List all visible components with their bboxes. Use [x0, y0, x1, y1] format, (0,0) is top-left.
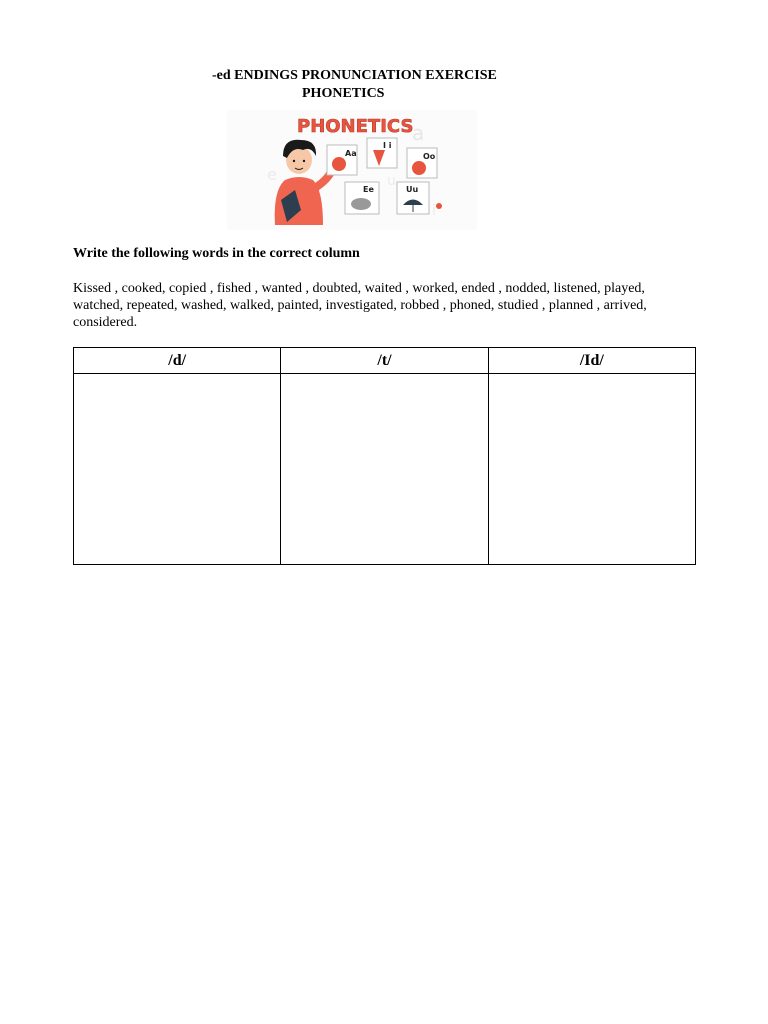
instruction-text: Write the following words in the correct column	[73, 246, 360, 261]
answer-cell-d[interactable]	[74, 374, 281, 565]
card-label-uu: Uu	[406, 185, 419, 194]
svg-text:u: u	[387, 173, 396, 189]
column-header-t: /t/	[281, 348, 488, 374]
card-label-ii: I i	[383, 141, 392, 150]
sorting-table	[73, 347, 696, 565]
table-header-row	[74, 348, 696, 374]
svg-text:i: i	[432, 203, 436, 219]
letter-card-uu	[397, 182, 429, 214]
svg-text:e: e	[267, 165, 277, 184]
column-header-d: /d/	[74, 348, 281, 374]
table-row	[74, 374, 696, 565]
word-list: Kissed , cooked, copied , fished , wanted , doubted, waited , worked, ended , nodded, listened, played, watched, repeated, washed, walked, painted, investigated, robbed , phoned, studied , planned , arrived, considered.	[73, 281, 647, 330]
letter-card-ee	[345, 182, 379, 214]
phonetics-illustration	[227, 110, 477, 230]
document-title: -ed ENDINGS PRONUNCIATION EXERCISE	[212, 68, 497, 83]
letter-card-oo	[407, 148, 437, 178]
card-label-ee: Ee	[363, 185, 374, 194]
answer-cell-id[interactable]	[488, 374, 695, 565]
card-label-oo: Oo	[423, 152, 436, 161]
svg-text:a: a	[412, 121, 425, 145]
card-label-aa: Aa	[345, 149, 357, 158]
column-header-id: /Id/	[488, 348, 695, 374]
answer-cell-t[interactable]	[281, 374, 488, 565]
document-subtitle: PHONETICS	[302, 86, 385, 101]
letter-card-aa	[327, 145, 357, 175]
illustration-banner-text: PHONETICS	[297, 116, 414, 137]
letter-card-ii	[367, 138, 397, 168]
